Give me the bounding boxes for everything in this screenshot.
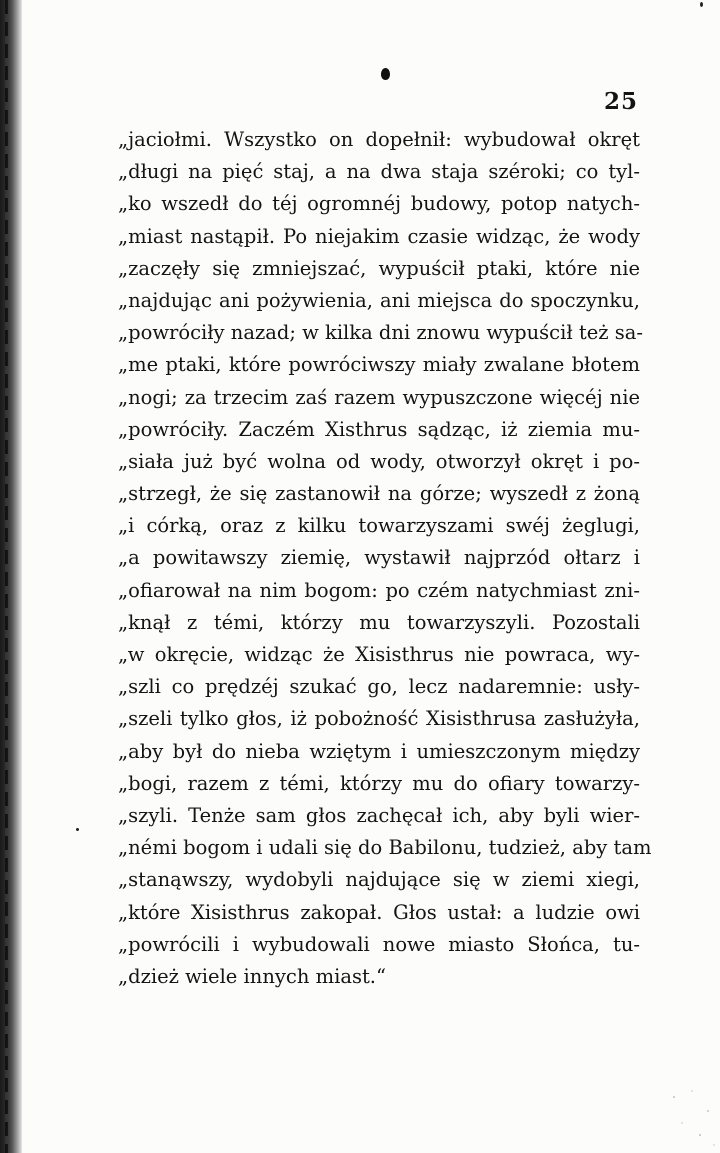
paper-texture [660,1083,720,1153]
text-line: „me ptaki, które powróciwszy miały zwalane błotem [118,353,640,377]
paper-speck [76,828,79,831]
text-line: „dzież wiele innych miast.“ [118,964,386,988]
text-line: „nogi; za trzecim zaś razem wypuszczone więcéj nie [118,385,640,409]
text-line: „ko wszedł do téj ogromnéj budowy, potop natych- [118,192,640,216]
binding-shadow [5,0,8,1153]
body-text [118,124,652,993]
text-line: „długi na pięć staj, a na dwa staja széroki; co tyl- [118,160,640,184]
text-line: „najdując ani pożywienia, ani miejsca do spoczynku, [118,288,640,312]
text-line: „a powitawszy ziemię, wystawił najprzód ołtarz i [118,546,640,570]
text-line: „strzegł, że się zastanowił na górze; wyszedł z żoną [118,482,640,506]
text-line: „bogi, razem z témi, którzy mu do ofiary towarzy- [118,771,640,795]
text-line: „które Xisisthrus zakopał. Głos ustał: a ludzie owi [118,900,640,924]
text-line: „siała już być wolna od wody, otworzył okręt i po- [118,449,640,473]
text-line: „jaciołmi. Wszystko on dopełnił: wybudował okręt [118,128,640,151]
text-line: „i córką, oraz z kilku towarzyszami swéj żeglugi, [118,514,640,538]
page-number: 25 [603,88,638,115]
text-line: „powrócili i wybudowali nowe miasto Słońca, tu- [118,932,640,956]
text-line: „stanąwszy, wydobyli najdujące się w ziemi xiegi, [118,868,640,892]
text-line: „ofiarował na nim bogom: po czém natychmiast zni- [118,578,640,602]
text-line: „knął z témi, którzy mu towarzyszyli. Pozostali [118,610,640,634]
text-line: „powróciły nazad; w kilka dni znowu wypuścił też sa- [118,321,643,345]
text-line: „szyli. Tenże sam głos zachęcał ich, aby byli wier- [118,803,640,827]
text-line: „zaczęły się zmniejszać, wypuścił ptaki, które nie [118,256,640,280]
book-binding-edge [0,0,22,1153]
text-line: „miast nastąpił. Po niejakim czasie widząc, że wody [118,224,640,248]
text-line: „powróciły. Zaczém Xisthrus sądząc, iż ziemia mu- [118,417,640,441]
text-line: „w okręcie, widząc że Xisisthrus nie powraca, wy- [118,643,640,666]
text-line: „aby był do nieba wziętym i umieszczonym między [118,739,640,763]
text-line: „szli co prędzéj szukać go, lecz nadaremnie: usły- [118,675,640,699]
text-line: „némi bogom i udali się do Babilonu, tudzież, aby tam [118,836,652,860]
text-line: „szeli tylko głos, iż pobożność Xisisthrusa zasłużyła, [118,707,640,731]
paper-speck [700,2,703,7]
ink-blot [381,68,390,80]
